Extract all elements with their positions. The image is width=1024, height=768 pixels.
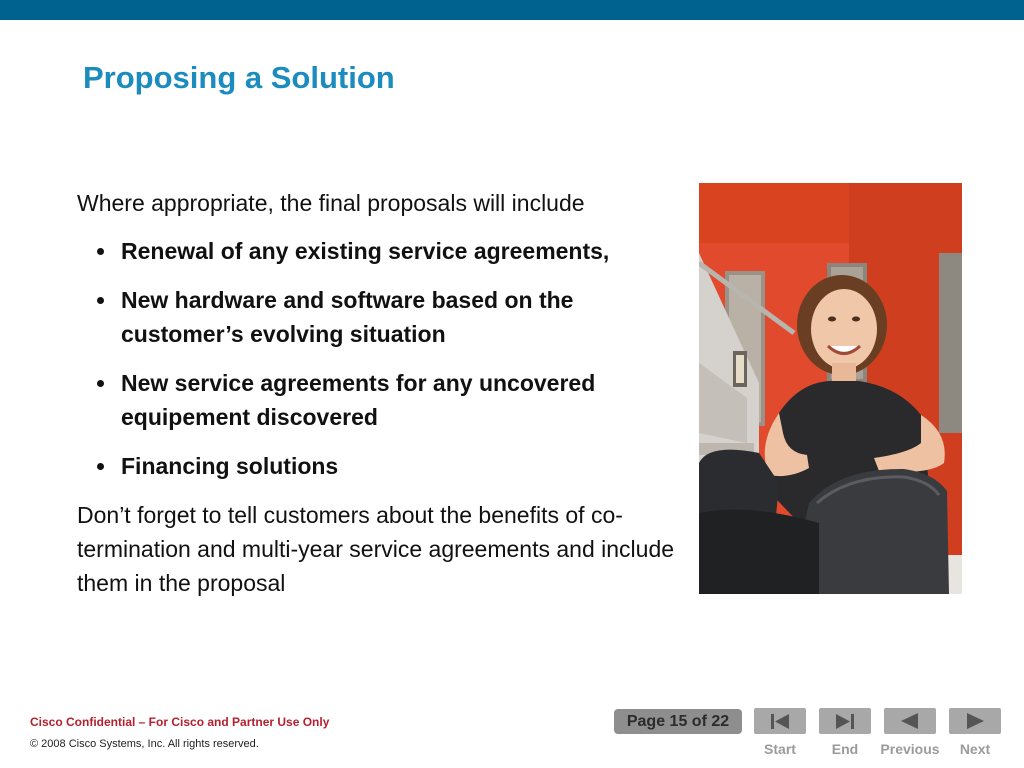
intro-text: Where appropriate, the final proposals will include bbox=[77, 190, 585, 216]
bullet-list bbox=[77, 234, 677, 483]
slide-body bbox=[77, 186, 677, 623]
next-arrow-icon bbox=[949, 708, 1001, 734]
bullet-icon bbox=[97, 463, 104, 470]
bullet-icon bbox=[97, 380, 104, 387]
start-label[interactable]: Start bbox=[764, 741, 796, 757]
next-label[interactable]: Next bbox=[959, 741, 991, 757]
previous-button[interactable] bbox=[884, 708, 936, 734]
bullet-text: New service agreements for any uncovered equipement discovered bbox=[121, 370, 596, 430]
previous-arrow-icon bbox=[884, 708, 936, 734]
end-button[interactable] bbox=[819, 708, 871, 734]
previous-label[interactable]: Previous bbox=[880, 741, 940, 757]
bullet-icon bbox=[97, 297, 104, 304]
bullet-item bbox=[77, 366, 677, 434]
next-button[interactable] bbox=[949, 708, 1001, 734]
skip-to-start-icon bbox=[754, 708, 806, 734]
bullet-icon bbox=[97, 248, 104, 255]
bullet-text: Financing solutions bbox=[121, 453, 339, 479]
bullet-text: New hardware and software based on the customer’s evolving situation bbox=[121, 287, 574, 347]
confidential-notice: Cisco Confidential – For Cisco and Partner Use Only bbox=[30, 715, 330, 729]
bullet-item bbox=[77, 283, 677, 351]
page-indicator: Page 15 of 22 bbox=[614, 709, 742, 734]
bullet-item bbox=[77, 234, 677, 268]
bullet-item bbox=[77, 449, 677, 483]
top-bar bbox=[0, 0, 1024, 20]
start-button[interactable] bbox=[754, 708, 806, 734]
slide-title: Proposing a Solution bbox=[83, 60, 395, 95]
copyright-notice: © 2008 Cisco Systems, Inc. All rights reserved. bbox=[30, 738, 259, 750]
outro-text: Don’t forget to tell customers about the benefits of co-termination and multi-year service agreements and include them in the proposal bbox=[77, 502, 675, 596]
skip-to-end-icon bbox=[819, 708, 871, 734]
woman-in-chair-photo bbox=[699, 183, 962, 594]
end-label[interactable]: End bbox=[831, 741, 859, 757]
bullet-text: Renewal of any existing service agreements, bbox=[121, 238, 610, 264]
